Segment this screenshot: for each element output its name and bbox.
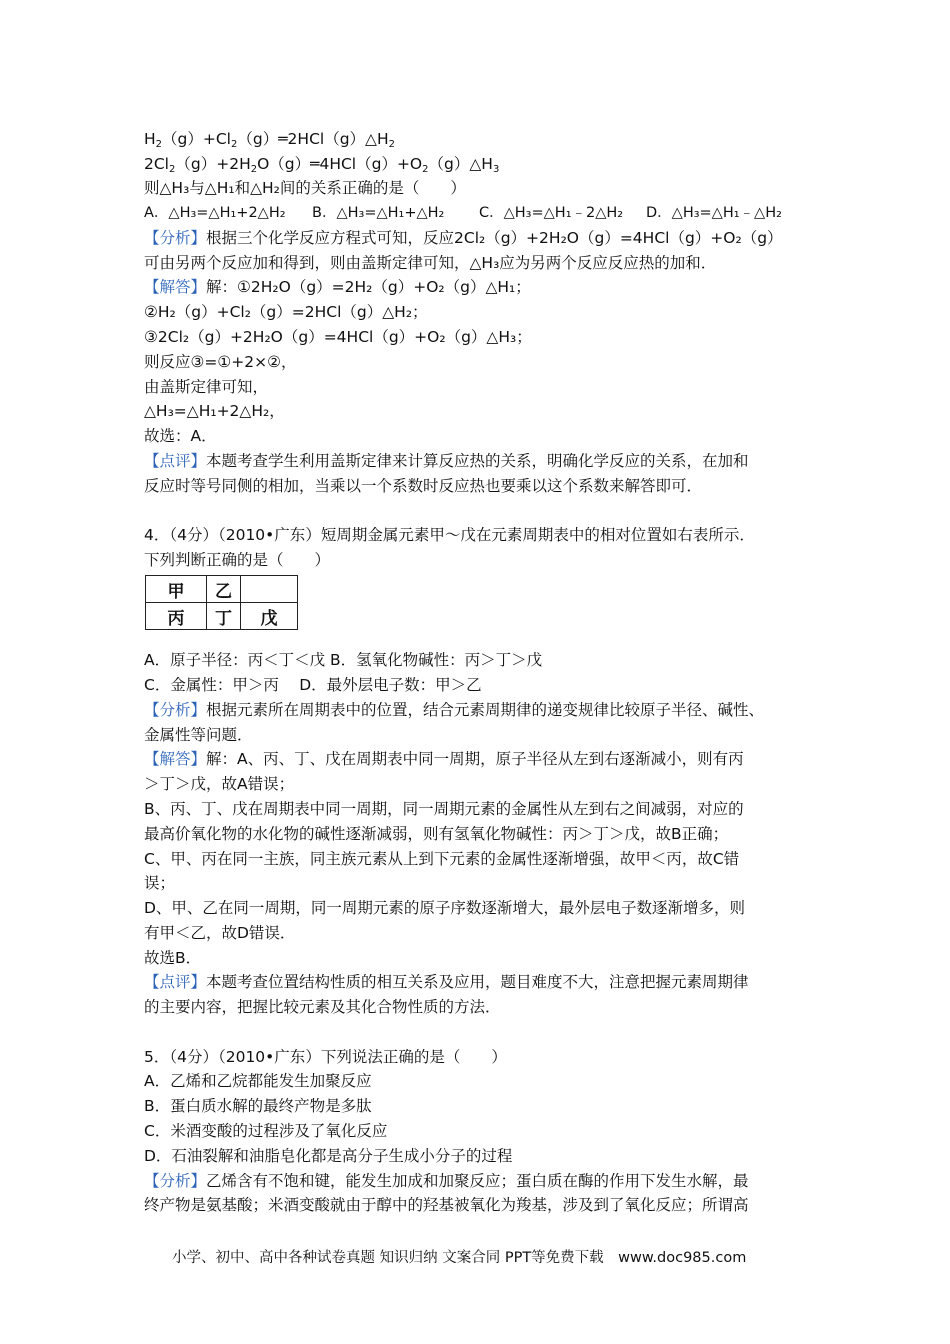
q3-option-b: B．△H₃=△H₁+△H₂ <box>312 205 445 221</box>
q4-analysis-cont: 金属性等问题． <box>144 726 253 744</box>
q5-stem: 5．（4分）（2010•广东）下列说法正确的是（ ） <box>144 1048 507 1066</box>
comment-tag: 【点评】 <box>144 452 207 470</box>
page-footer: 小学、初中、高中各种试卷真题 知识归纳 文案合同 PPT等免费下载 www.doc985.com <box>172 1250 747 1266</box>
q4-answer-line: B、丙、丁、戊在周期表中同一周期，同一周期元素的金属性从左到右之间减弱，对应的 <box>144 800 744 818</box>
q5-option-c: C．米酒变酸的过程涉及了氧化反应 <box>144 1122 388 1140</box>
answer-tag: 【解答】 <box>144 278 207 296</box>
answer-tag: 【解答】 <box>144 750 207 768</box>
q5-analysis: 【分析】乙烯含有不饱和键，能发生加成和加聚反应；蛋白质在酶的作用下发生水解，最 <box>144 1172 749 1190</box>
equation-2: $H_2(g)+Cl_2(g)═2HCl(g)\triangle H_2$ <box>144 130 395 150</box>
q4-analysis: 【分析】根据元素所在周期表中的位置，结合元素周期律的递变规律比较原子半径、碱性、 <box>144 701 765 719</box>
q4-answer-line: 有甲＜乙，故D错误． <box>144 924 296 942</box>
table-cell: 丙 <box>146 603 207 630</box>
q4-stem-cont: 下列判断正确的是（ ） <box>144 551 331 569</box>
q3-option-c: C．△H₃=△H₁﹣2△H₂ <box>479 205 624 221</box>
periodic-table-fragment <box>145 575 298 630</box>
q4-answer-line: 误； <box>144 874 176 892</box>
table-cell: 丁 <box>207 603 241 630</box>
q3-comment-cont: 反应时等号同侧的相加，当乘以一个系数时反应热也要乘以这个系数来解答即可． <box>144 477 703 495</box>
q4-answer-line: ＞丁＞戊，故A错误； <box>144 775 295 793</box>
equation-3: $2Cl_2(g)+2H_2O(g)═4HCl(g)+O_2(g)\triangle H_3$ <box>144 155 500 175</box>
q5-option-a: A．乙烯和乙烷都能发生加聚反应 <box>144 1072 372 1090</box>
q4-options-ab: A．原子半径：丙＜丁＜戊 B．氢氧化物碱性：丙＞丁＞戊 <box>144 651 543 669</box>
q3-answer-line: ③2Cl₂（g）+2H₂O（g）=4HCl（g）+O₂（g）△H₃； <box>144 328 532 346</box>
table-cell: 乙 <box>207 576 241 603</box>
q3-answer-line: △H₃=△H₁+2△H₂， <box>144 402 285 420</box>
q5-analysis-cont: 终产物是氨基酸；米酒变酸就由于醇中的羟基被氧化为羧基，涉及到了氧化反应；所谓高 <box>144 1196 749 1214</box>
q4-comment-cont: 的主要内容，把握比较元素及其化合物性质的方法． <box>144 998 501 1016</box>
q3-analysis-cont: 可由另两个反应加和得到，则由盖斯定律可知，△H₃应为另两个反应反应热的加和． <box>144 254 717 272</box>
q3-comment: 【点评】本题考查学生利用盖斯定律来计算反应热的关系，明确化学反应的关系，在加和 <box>144 452 749 470</box>
comment-tag: 【点评】 <box>144 973 207 991</box>
q3-answer: 【解答】解：①2H₂O（g）=2H₂（g）+O₂（g）△H₁； <box>144 278 531 296</box>
q3-option-d: D．△H₃=△H₁﹣△H₂ <box>646 205 782 221</box>
table-cell: 戊 <box>241 603 298 630</box>
q4-answer-line: D、甲、乙在同一周期，同一周期元素的原子序数逐渐增大，最外层电子数逐渐增多，则 <box>144 899 745 917</box>
table-cell: 甲 <box>146 576 207 603</box>
analysis-tag: 【分析】 <box>144 1172 207 1190</box>
q4-stem: 4．（4分）（2010•广东）短周期金属元素甲～戊在元素周期表中的相对位置如右表所示． <box>144 526 755 544</box>
q4-answer: 【解答】解：A、丙、丁、戊在周期表中同一周期，原子半径从左到右逐渐减小，则有丙 <box>144 750 744 768</box>
q4-options-cd: C．金属性：甲＞丙 D．最外层电子数：甲＞乙 <box>144 676 482 694</box>
q4-answer-line: 故选B． <box>144 949 202 967</box>
q4-comment: 【点评】本题考查位置结构性质的相互关系及应用，题目难度不大，注意把握元素周期律 <box>144 973 749 991</box>
q4-answer-line: 最高价氧化物的水化物的碱性逐渐减弱，则有氢氧化物碱性：丙＞丁＞戊，故B正确； <box>144 825 729 843</box>
q3-answer-line: 故选：A． <box>144 427 217 445</box>
q3-option-a: A．△H₃=△H₁+2△H₂ <box>144 205 286 221</box>
q3-answer-line: ②H₂（g）+Cl₂（g）=2HCl（g）△H₂； <box>144 303 428 321</box>
q5-option-b: B．蛋白质水解的最终产物是多肽 <box>144 1097 372 1115</box>
q5-option-d: D．石油裂解和油脂皂化都是高分子生成小分子的过程 <box>144 1147 513 1165</box>
q3-answer-line: 则反应③=①+2×②， <box>144 353 297 371</box>
analysis-tag: 【分析】 <box>144 701 207 719</box>
q4-answer-line: C、甲、丙在同一主族，同主族元素从上到下元素的金属性逐渐增强，故甲＜丙，故C错 <box>144 850 740 868</box>
q3-question: 则△H₃与△H₁和△H₂间的关系正确的是（ ） <box>144 179 466 197</box>
q3-analysis: 【分析】根据三个化学反应方程式可知，反应2Cl₂（g）+2H₂O（g）=4HCl（g）+O₂（g） <box>144 229 783 247</box>
analysis-tag: 【分析】 <box>144 229 207 247</box>
q3-answer-line: 由盖斯定律可知， <box>144 378 269 396</box>
table-cell <box>241 576 298 603</box>
q3-options <box>144 203 782 223</box>
